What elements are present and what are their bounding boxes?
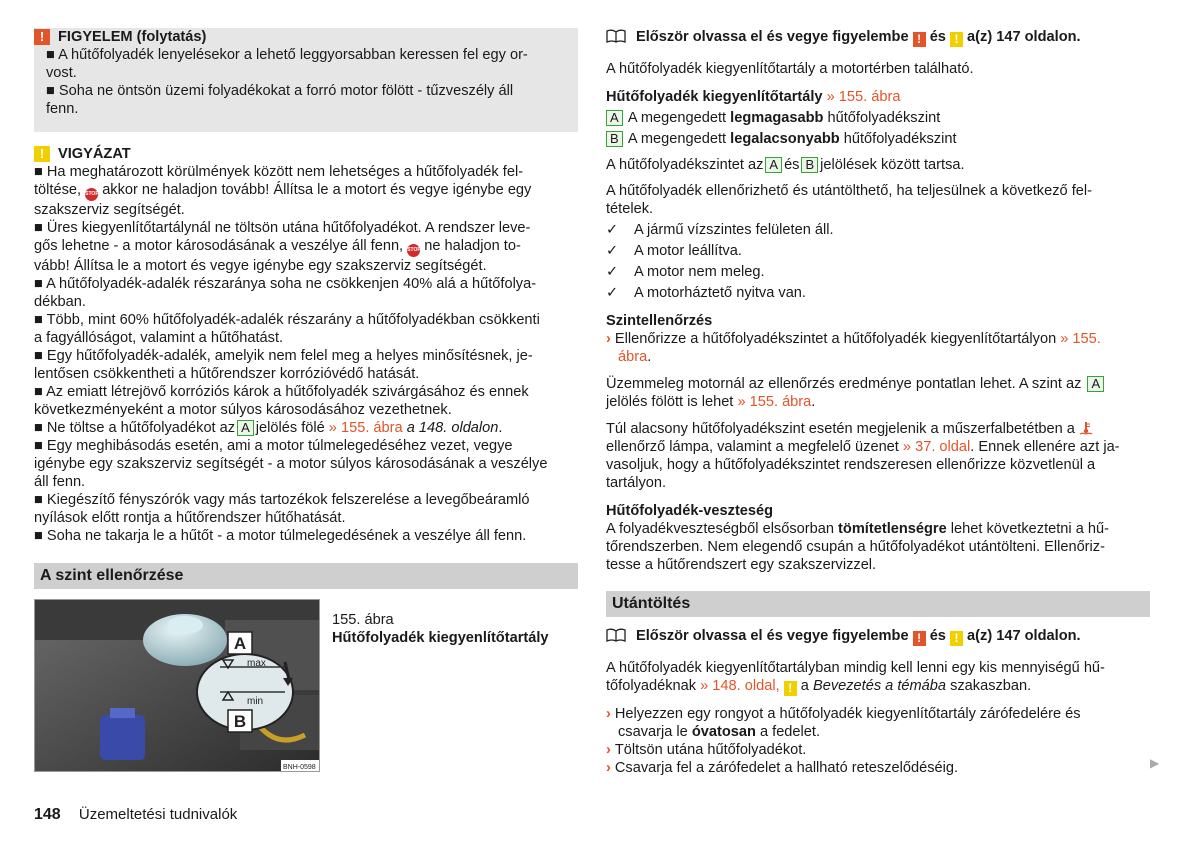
section-title-level-check: A szint ellenőrzése (34, 563, 578, 589)
caution-title: VIGYÁZAT (58, 146, 131, 162)
figure-link[interactable]: » 155. (1060, 331, 1101, 347)
right-column (606, 28, 1150, 574)
caution-line: áll fenn. (34, 474, 86, 490)
figure-code: BNH-0598 (283, 764, 316, 771)
caution-icon: ! (784, 681, 797, 696)
list-item: ✓ A jármű vízszintes felületen áll. (606, 222, 834, 238)
caution-line: ■ Egy meghibásodás esetén, ami a motor túlmelegedéséhez vezet, vegye (34, 438, 513, 454)
check-icon: ✓ (606, 243, 619, 259)
next-page-icon: ▶ (1150, 756, 1160, 770)
caution-line: dékban. (34, 294, 86, 310)
paragraph: tartályon. (606, 475, 667, 491)
subheading: Szintellenőrzés (606, 313, 713, 329)
caution-line: ■ Üres kiegyenlítőtartálynál ne töltsön utána hűtőfolyadékot. A rendszer leve- (34, 220, 531, 236)
page-link[interactable]: » 148. oldal, (700, 678, 780, 694)
step: csavarja le óvatosan a fedelet. (618, 724, 821, 740)
paragraph: A hűtőfolyadék ellenőrizhető és utántölthető, ha teljesülnek a következő fel- (606, 183, 1092, 199)
mark-a-row: A A megengedett legmagasabb hűtőfolyadékszint (606, 109, 1150, 127)
warning-icon: ! (913, 32, 926, 47)
paragraph: A hűtőfolyadékszintet az A és B jelölések között tartsa. (606, 157, 965, 173)
page-link[interactable]: » 37. oldal (902, 439, 971, 455)
caution-line: vább! Állítsa le a motort és vegye igénybe egy szakszerviz segítségét. (34, 258, 487, 274)
step: ábra. (618, 349, 652, 365)
paragraph: tesse a hűtőrendszert egy szakszervizzel. (606, 557, 877, 573)
stop-icon: STOP (85, 188, 98, 201)
caution-heading (34, 145, 578, 163)
caution-icon: ! (950, 631, 963, 646)
caution-line: szakszerviz segítségét. (34, 202, 185, 218)
list-item: ✓ A motor leállítva. (606, 243, 742, 259)
step: › Töltsön utána hűtőfolyadékot. (606, 742, 807, 758)
caution-line: gős lehetne - a motor károsodásának a veszélye áll fenn, STOP ne haladjon to- (34, 237, 578, 257)
paragraph: vasoljuk, hogy a hűtőfolyadékszintet rendszeresen ellenőrizze közvetlenül a (606, 457, 1096, 473)
caution-line: ■ Ha meghatározott körülmények között nem lehetséges a hűtőfolyadék fel- (34, 164, 524, 180)
refill-content (606, 627, 1150, 777)
book-icon (606, 29, 626, 43)
figure-coolant-tank (34, 599, 320, 772)
min-label: min (247, 696, 264, 707)
list-item: ✓ A motor nem meleg. (606, 264, 765, 280)
caution-line: következményeként a motor súlyos károsodásához vezethetnek. (34, 402, 452, 418)
paragraph: jelölés fölött is lehet » 155. ábra. (606, 394, 816, 410)
mark-a: A (765, 157, 782, 173)
warning-title: FIGYELEM (folytatás) (58, 29, 207, 45)
warning-line: ■ Soha ne öntsön üzemi folyadékokat a forró motor fölött - tűzveszély áll (46, 83, 514, 99)
figure-caption (332, 611, 549, 647)
caution-line: a fagyállóságot, valamint a hűtőhatást. (34, 330, 284, 346)
paragraph: ellenőrző lámpa, valamint a megfelelő üzenet » 37. oldal. Ennek ellenére azt ja- (606, 439, 1120, 455)
paragraph: Üzemmeleg motornál az ellenőrzés eredménye pontatlan lehet. A szint az A (606, 375, 1150, 393)
check-icon: ✓ (606, 264, 619, 280)
caution-icon: ! (34, 146, 50, 162)
caution-line: ■ Az emiatt létrejövő korróziós károk a hűtőfolyadék szivárgásához és ennek (34, 384, 529, 400)
paragraph: A hűtőfolyadék kiegyenlítőtartályban mindig kell lenni egy kis mennyiségű hű- (606, 660, 1105, 676)
chevron-right-icon: › (606, 742, 611, 758)
read-first-note: Először olvassa el és vegye figyelembe ! és ! a(z) 147 oldalon. (606, 627, 1150, 646)
warning-line: vost. (46, 65, 77, 81)
page-number: 148 (34, 806, 61, 823)
max-label: max (247, 658, 266, 669)
check-icon: ✓ (606, 285, 619, 301)
figure-link[interactable]: » 155. ábra (737, 394, 812, 410)
warning-icon: ! (34, 29, 50, 45)
figure-link[interactable]: » 155. ábra (328, 420, 403, 436)
mark-a: A (237, 420, 254, 436)
paragraph: A hűtőfolyadék kiegyenlítőtartály a motortérben található. (606, 61, 974, 77)
caution-line: nyílások előtt rontja a hűtőrendszer hűtőhatását. (34, 510, 346, 526)
step: › Helyezzen egy rongyot a hűtőfolyadék kiegyenlítőtartály zárófedelére és (606, 706, 1081, 722)
step: › Csavarja fel a zárófedelet a hallható reteszelődéséig. (606, 760, 959, 776)
warning-icon: ! (913, 631, 926, 646)
callout-a: A (233, 634, 247, 653)
paragraph: Hűtőfolyadék kiegyenlítőtartály » 155. ábra (606, 89, 901, 105)
coolant-temperature-icon (1079, 421, 1093, 435)
mark-a: A (606, 110, 623, 126)
page-footer (34, 806, 237, 824)
mark-a: A (1087, 376, 1104, 392)
caution-icon: ! (950, 32, 963, 47)
section-title-refill: Utántöltés (606, 591, 1150, 617)
coolant-tank-illustration (35, 600, 319, 771)
figure-number: 155. ábra (332, 612, 394, 628)
caution-line: töltése, STOP akkor ne haladjon tovább! Állítsa le a motort és vegye igénybe egy (34, 181, 578, 201)
paragraph: tőfolyadéknak » 148. oldal, ! a Bevezetés a témába szakaszban. (606, 678, 1032, 695)
warning-line: fenn. (46, 101, 79, 117)
chapter-title: Üzemeltetési tudnivalók (78, 806, 238, 823)
chevron-right-icon: › (606, 706, 611, 722)
caution-content (34, 145, 578, 545)
step: › Ellenőrizze a hűtőfolyadékszintet a hűtőfolyadék kiegyenlítőtartályon » 155. (606, 331, 1101, 347)
mark-b: B (801, 157, 818, 173)
paragraph: Túl alacsony hűtőfolyadékszint esetén megjelenik a műszerfalbetétben a (606, 420, 1150, 438)
stop-icon: STOP (407, 244, 420, 257)
checklist (606, 221, 1150, 302)
check-icon: ✓ (606, 222, 619, 238)
caution-line: igénybe egy szakszerviz segítségét - a motor súlyos károsodásának a veszélye (34, 456, 548, 472)
mark-b-row: B A megengedett legalacsonyabb hűtőfolyadékszint (606, 130, 1150, 148)
chevron-right-icon: › (606, 760, 611, 776)
figure-caption-text: Hűtőfolyadék kiegyenlítőtartály (332, 630, 549, 646)
caution-line: ■ Egy hűtőfolyadék-adalék, amelyik nem felel meg a helyes minősítésnek, je- (34, 348, 533, 364)
warning-heading (34, 28, 564, 46)
subheading: Hűtőfolyadék-veszteség (606, 503, 774, 519)
warning-content (34, 28, 564, 118)
chevron-right-icon: › (606, 331, 611, 347)
caution-line: ■ Ne töltse a hűtőfolyadékot az A jelölés fölé » 155. ábra a 148. oldalon. (34, 420, 503, 436)
figure-link[interactable]: ábra (618, 349, 648, 365)
figure-link[interactable]: » 155. ábra (826, 89, 901, 105)
list-item: ✓ A motorháztető nyitva van. (606, 285, 806, 301)
warning-line: ■ A hűtőfolyadék lenyelésekor a lehető leggyorsabban keressen fel egy or- (46, 47, 528, 63)
caution-line: ■ Kiegészítő fényszórók vagy más tartozékok felszerelése a levegőbeáramló (34, 492, 530, 508)
paragraph: tételek. (606, 201, 654, 217)
caution-line: ■ Soha ne takarja le a hűtőt - a motor túlmelegedésének a veszélye áll fenn. (34, 528, 527, 544)
mark-b: B (606, 131, 623, 147)
caution-line: lentősen csökkentheti a hűtőrendszer korrózióvédő hatását. (34, 366, 420, 382)
caution-line: ■ Több, mint 60% hűtőfolyadék-adalék részarány a hűtőfolyadékban csökkenti (34, 312, 540, 328)
book-icon (606, 628, 626, 642)
callout-b: B (233, 712, 247, 731)
paragraph: A folyadékveszteségből elsősorban tömítetlenségre lehet következtetni a hű- (606, 521, 1109, 537)
caution-line: ■ A hűtőfolyadék-adalék részaránya soha ne csökkenjen 40% alá a hűtőfolya- (34, 276, 537, 292)
read-first-note: Először olvassa el és vegye figyelembe ! és ! a(z) 147 oldalon. (606, 28, 1150, 47)
paragraph: tőrendszerben. Nem elegendő csupán a hűtőfolyadékot utántölteni. Ellenőriz- (606, 539, 1105, 555)
